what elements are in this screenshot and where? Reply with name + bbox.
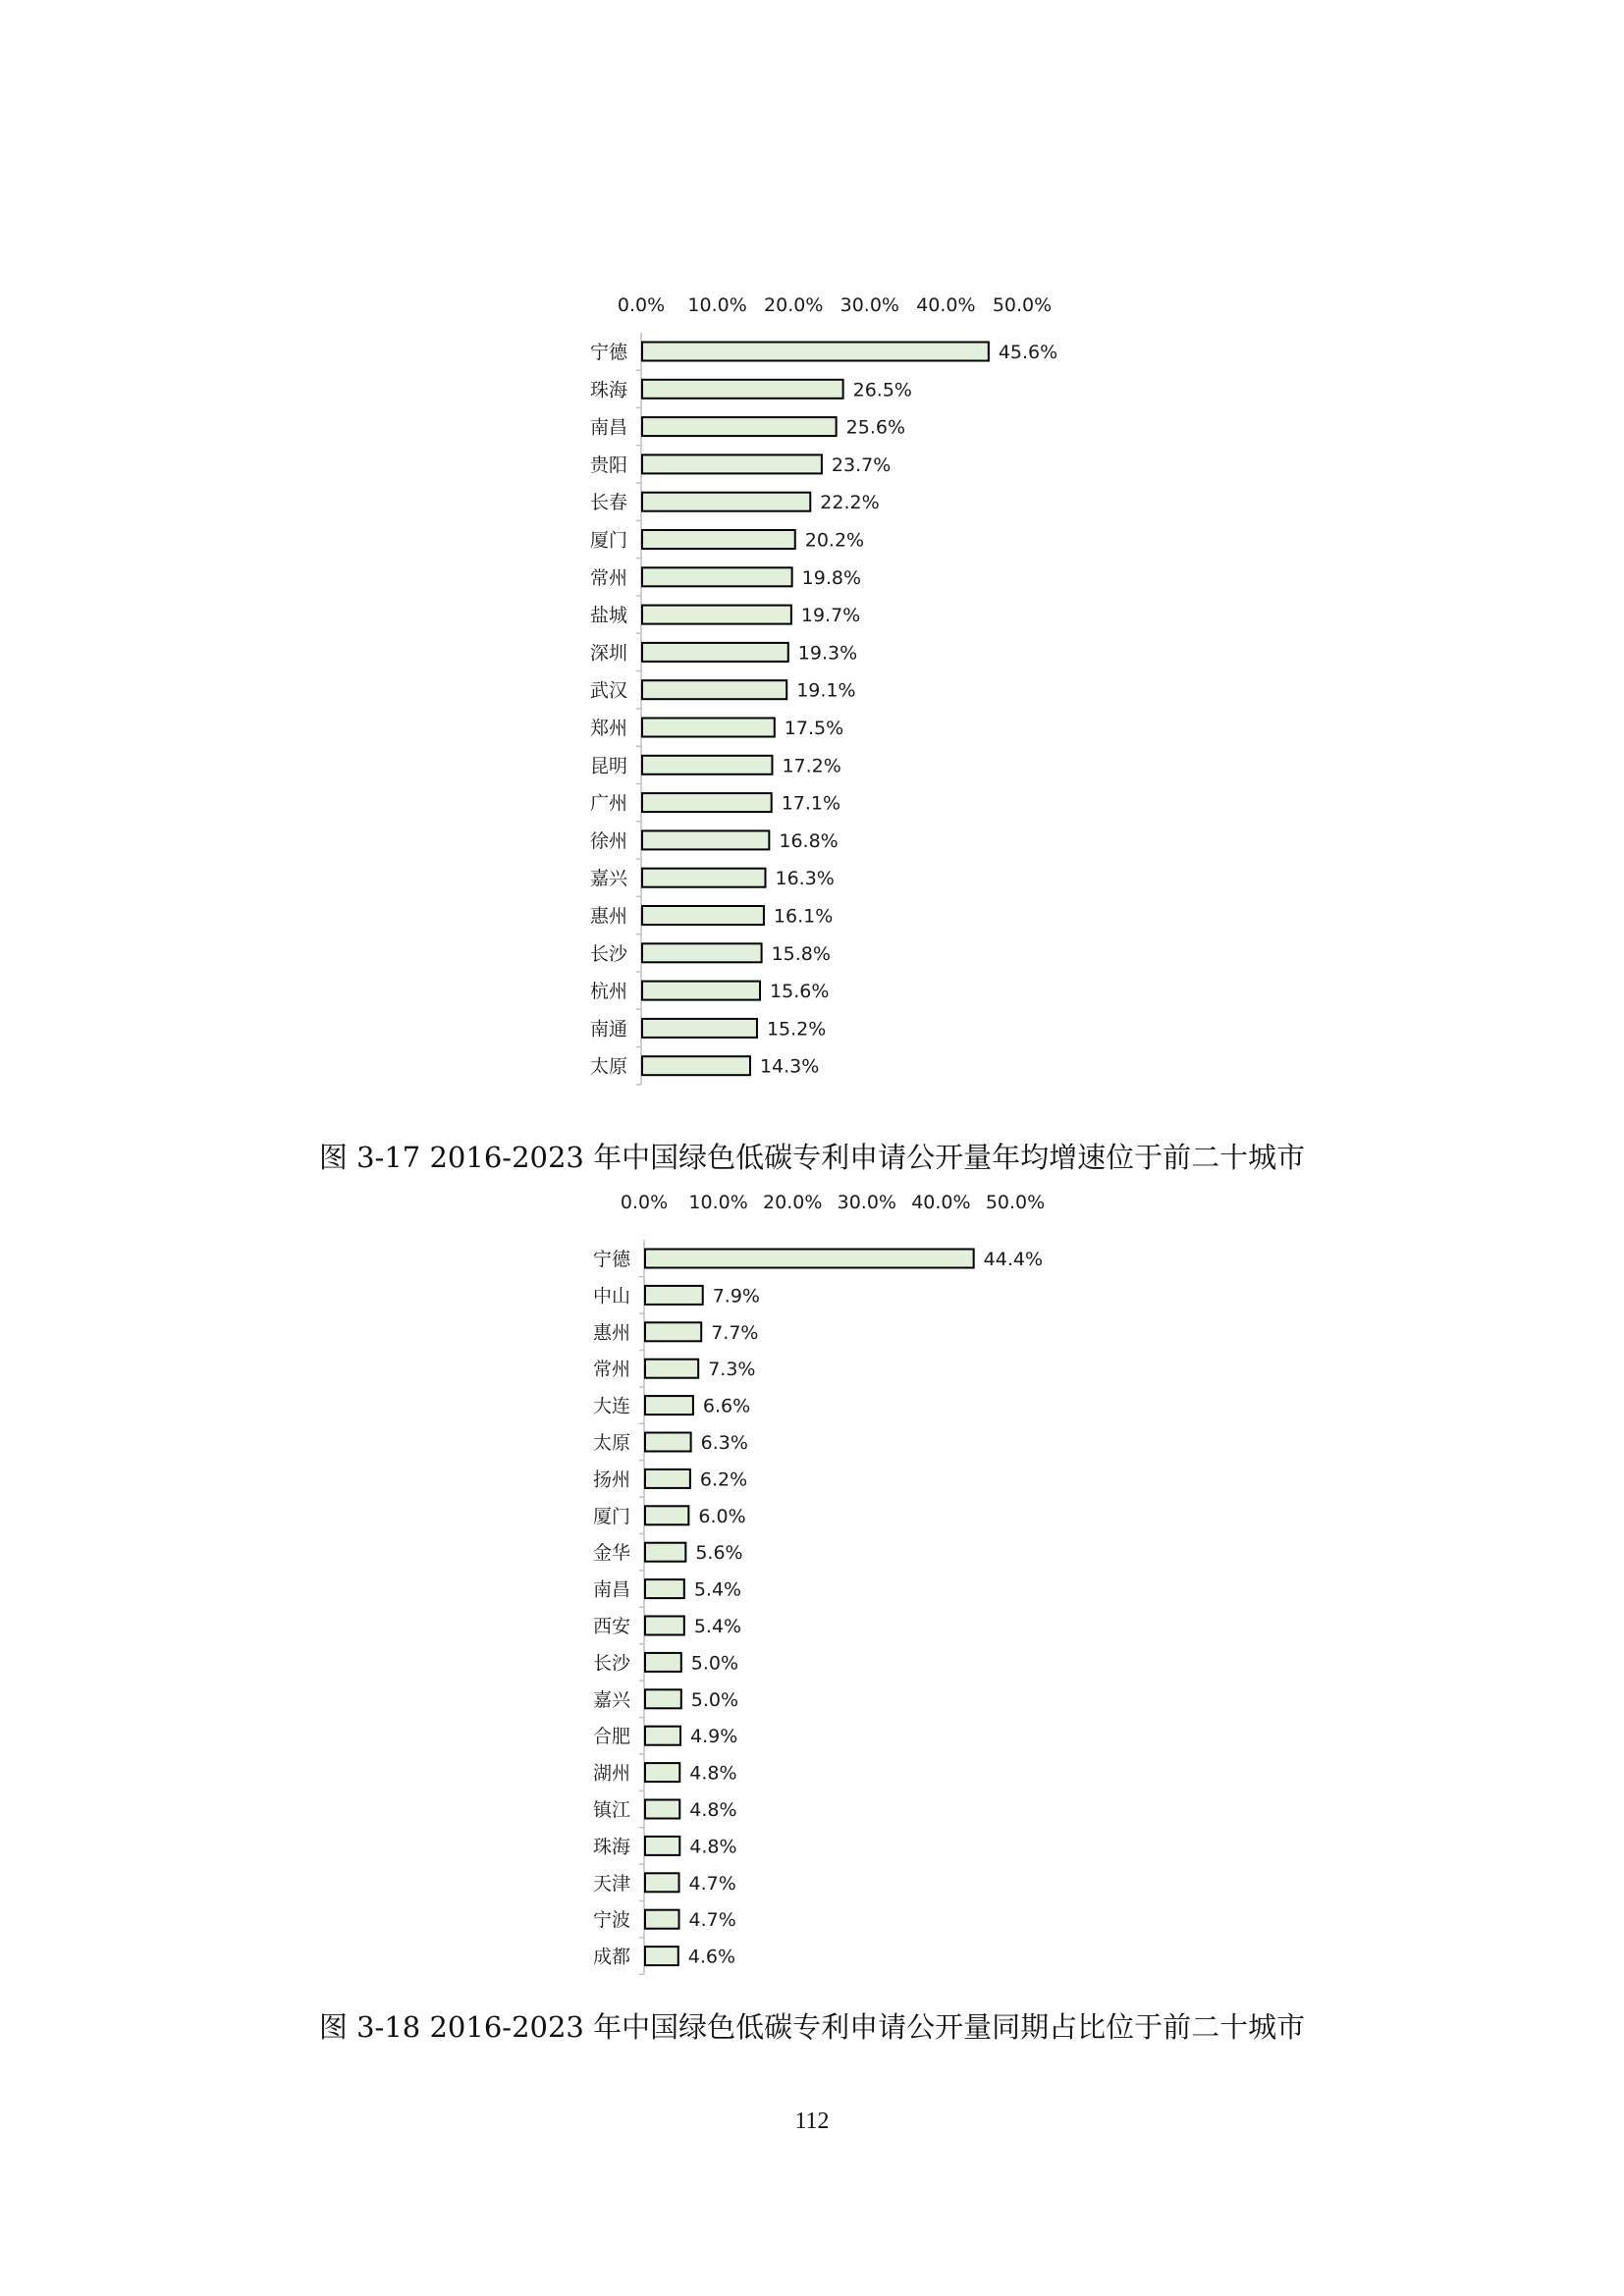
chart-period-share (0, 1173, 1624, 1968)
figure-caption-3-17: 图 3-17 2016-2023 年中国绿色低碳专利申请公开量年均增速位于前二十城市 (318, 1141, 1306, 1174)
category-label: 珠海 (589, 379, 627, 401)
bar (642, 719, 775, 737)
category-label: 贵阳 (589, 454, 627, 476)
data-label: 16.3% (775, 868, 835, 890)
x-tick-label: 50.0% (992, 294, 1053, 316)
bar (645, 1727, 680, 1745)
data-label: 16.1% (773, 905, 834, 928)
bar (645, 1286, 703, 1305)
data-label: 23.7% (831, 454, 892, 476)
bar (642, 343, 989, 361)
bar (645, 1543, 685, 1562)
bar (642, 943, 762, 962)
category-label: 惠州 (592, 1321, 630, 1344)
category-label: 珠海 (592, 1836, 630, 1858)
category-label: 合肥 (592, 1726, 630, 1748)
category-label: 徐州 (589, 829, 627, 852)
x-tick-label: 0.0% (620, 1192, 669, 1213)
bar (642, 756, 772, 774)
category-label: 杭州 (589, 981, 627, 1003)
category-label: 成都 (592, 1946, 630, 1968)
data-label: 4.6% (687, 1946, 736, 1968)
data-label: 19.1% (796, 679, 856, 702)
category-label: 湖州 (592, 1762, 630, 1785)
bar (645, 1469, 690, 1488)
category-label: 天津 (592, 1872, 630, 1895)
bar (642, 869, 765, 887)
data-label: 5.4% (693, 1578, 742, 1601)
category-label: 厦门 (592, 1505, 630, 1527)
x-tick-label: 10.0% (688, 1192, 748, 1213)
data-label: 17.5% (784, 718, 844, 739)
data-label: 4.8% (689, 1836, 737, 1858)
data-label: 5.0% (690, 1688, 739, 1711)
bar (645, 1837, 679, 1855)
data-label: 19.8% (801, 566, 862, 589)
category-label: 大连 (592, 1395, 630, 1417)
data-label: 25.6% (845, 416, 906, 439)
data-label: 6.3% (700, 1432, 748, 1454)
data-label: 5.0% (690, 1652, 739, 1675)
x-tick-label: 0.0% (617, 294, 666, 316)
data-label: 6.0% (698, 1505, 746, 1527)
data-label: 6.6% (702, 1395, 751, 1417)
data-label: 19.7% (800, 605, 861, 627)
data-label: 15.6% (770, 981, 830, 1003)
data-label: 16.8% (779, 829, 839, 852)
category-label: 武汉 (589, 679, 627, 702)
data-label: 4.7% (688, 1909, 736, 1932)
bar (642, 454, 822, 473)
figure-caption-3-18: 图 3-18 2016-2023 年中国绿色低碳专利申请公开量同期占比位于前二十城市 (318, 2010, 1306, 2044)
bar (645, 1800, 679, 1819)
bar (645, 1947, 678, 1965)
bar (645, 1250, 974, 1268)
bar (642, 493, 810, 511)
category-label: 嘉兴 (592, 1688, 630, 1711)
bar (642, 567, 792, 586)
x-tick-label: 30.0% (839, 294, 899, 316)
bar (642, 606, 791, 624)
category-label: 中山 (592, 1285, 630, 1308)
data-label: 5.6% (695, 1542, 743, 1565)
bar (645, 1433, 691, 1452)
category-label: 郑州 (589, 718, 627, 739)
data-label: 19.3% (797, 642, 858, 665)
category-label: 金华 (592, 1542, 630, 1565)
bar (642, 643, 788, 662)
category-label: 常州 (592, 1359, 630, 1381)
chart-annual-growth (0, 275, 1624, 1080)
bar (645, 1506, 688, 1524)
bar (645, 1579, 684, 1598)
category-label: 昆明 (589, 755, 627, 777)
category-label: 常州 (589, 566, 627, 589)
data-label: 5.4% (693, 1616, 742, 1637)
bar (642, 982, 760, 1000)
category-label: 长沙 (592, 1652, 630, 1675)
bar (642, 793, 772, 812)
data-label: 7.7% (711, 1321, 759, 1344)
x-tick-label: 30.0% (837, 1192, 896, 1213)
bar (645, 1763, 679, 1782)
data-label: 17.1% (781, 792, 841, 815)
bar (642, 830, 769, 849)
category-label: 惠州 (589, 905, 627, 928)
x-tick-label: 40.0% (911, 1192, 971, 1213)
category-label: 镇江 (592, 1799, 630, 1821)
page-number: 112 (794, 2109, 830, 2134)
data-label: 7.9% (712, 1285, 761, 1308)
bar (642, 1019, 757, 1038)
category-label: 南昌 (589, 416, 627, 439)
data-label: 45.6% (998, 342, 1058, 363)
x-tick-label: 10.0% (687, 294, 747, 316)
data-label: 15.2% (766, 1018, 827, 1041)
bar (642, 906, 764, 925)
bar (645, 1653, 681, 1672)
data-label: 4.8% (689, 1762, 737, 1785)
data-label: 14.3% (759, 1055, 820, 1078)
category-label: 太原 (589, 1055, 627, 1078)
x-tick-label: 40.0% (916, 294, 976, 316)
data-label: 22.2% (820, 492, 880, 514)
category-label: 宁波 (592, 1909, 630, 1932)
data-label: 17.2% (782, 755, 841, 777)
data-label: 4.9% (690, 1726, 738, 1748)
category-label: 嘉兴 (589, 868, 627, 890)
data-label: 7.3% (708, 1359, 756, 1381)
bar (642, 1056, 750, 1075)
category-label: 深圳 (589, 642, 627, 665)
data-label: 4.7% (688, 1872, 736, 1895)
category-label: 厦门 (589, 529, 627, 552)
category-label: 宁德 (592, 1249, 630, 1270)
category-label: 西安 (592, 1616, 630, 1637)
bar (642, 417, 837, 436)
bar (642, 380, 843, 399)
category-label: 盐城 (589, 605, 627, 627)
data-label: 26.5% (852, 379, 912, 401)
category-label: 南昌 (592, 1578, 630, 1601)
bar (645, 1873, 679, 1892)
category-label: 长沙 (589, 942, 627, 965)
category-label: 长春 (589, 492, 627, 514)
bar (645, 1322, 701, 1341)
bar (645, 1360, 698, 1378)
x-tick-label: 20.0% (764, 294, 824, 316)
category-label: 南通 (589, 1018, 627, 1041)
bar (645, 1689, 681, 1708)
data-label: 44.4% (983, 1249, 1044, 1270)
category-label: 扬州 (592, 1468, 630, 1491)
bar (642, 680, 786, 699)
bar (645, 1910, 679, 1929)
x-tick-label: 20.0% (763, 1192, 823, 1213)
bar (642, 530, 795, 549)
data-label: 20.2% (804, 529, 865, 552)
x-tick-label: 50.0% (985, 1192, 1046, 1213)
bar (645, 1617, 684, 1635)
data-label: 4.8% (689, 1799, 737, 1821)
data-label: 15.8% (771, 942, 831, 965)
category-label: 太原 (592, 1432, 630, 1454)
category-label: 广州 (589, 792, 627, 815)
category-label: 宁德 (589, 342, 627, 363)
bar (645, 1396, 693, 1415)
data-label: 6.2% (699, 1468, 748, 1491)
